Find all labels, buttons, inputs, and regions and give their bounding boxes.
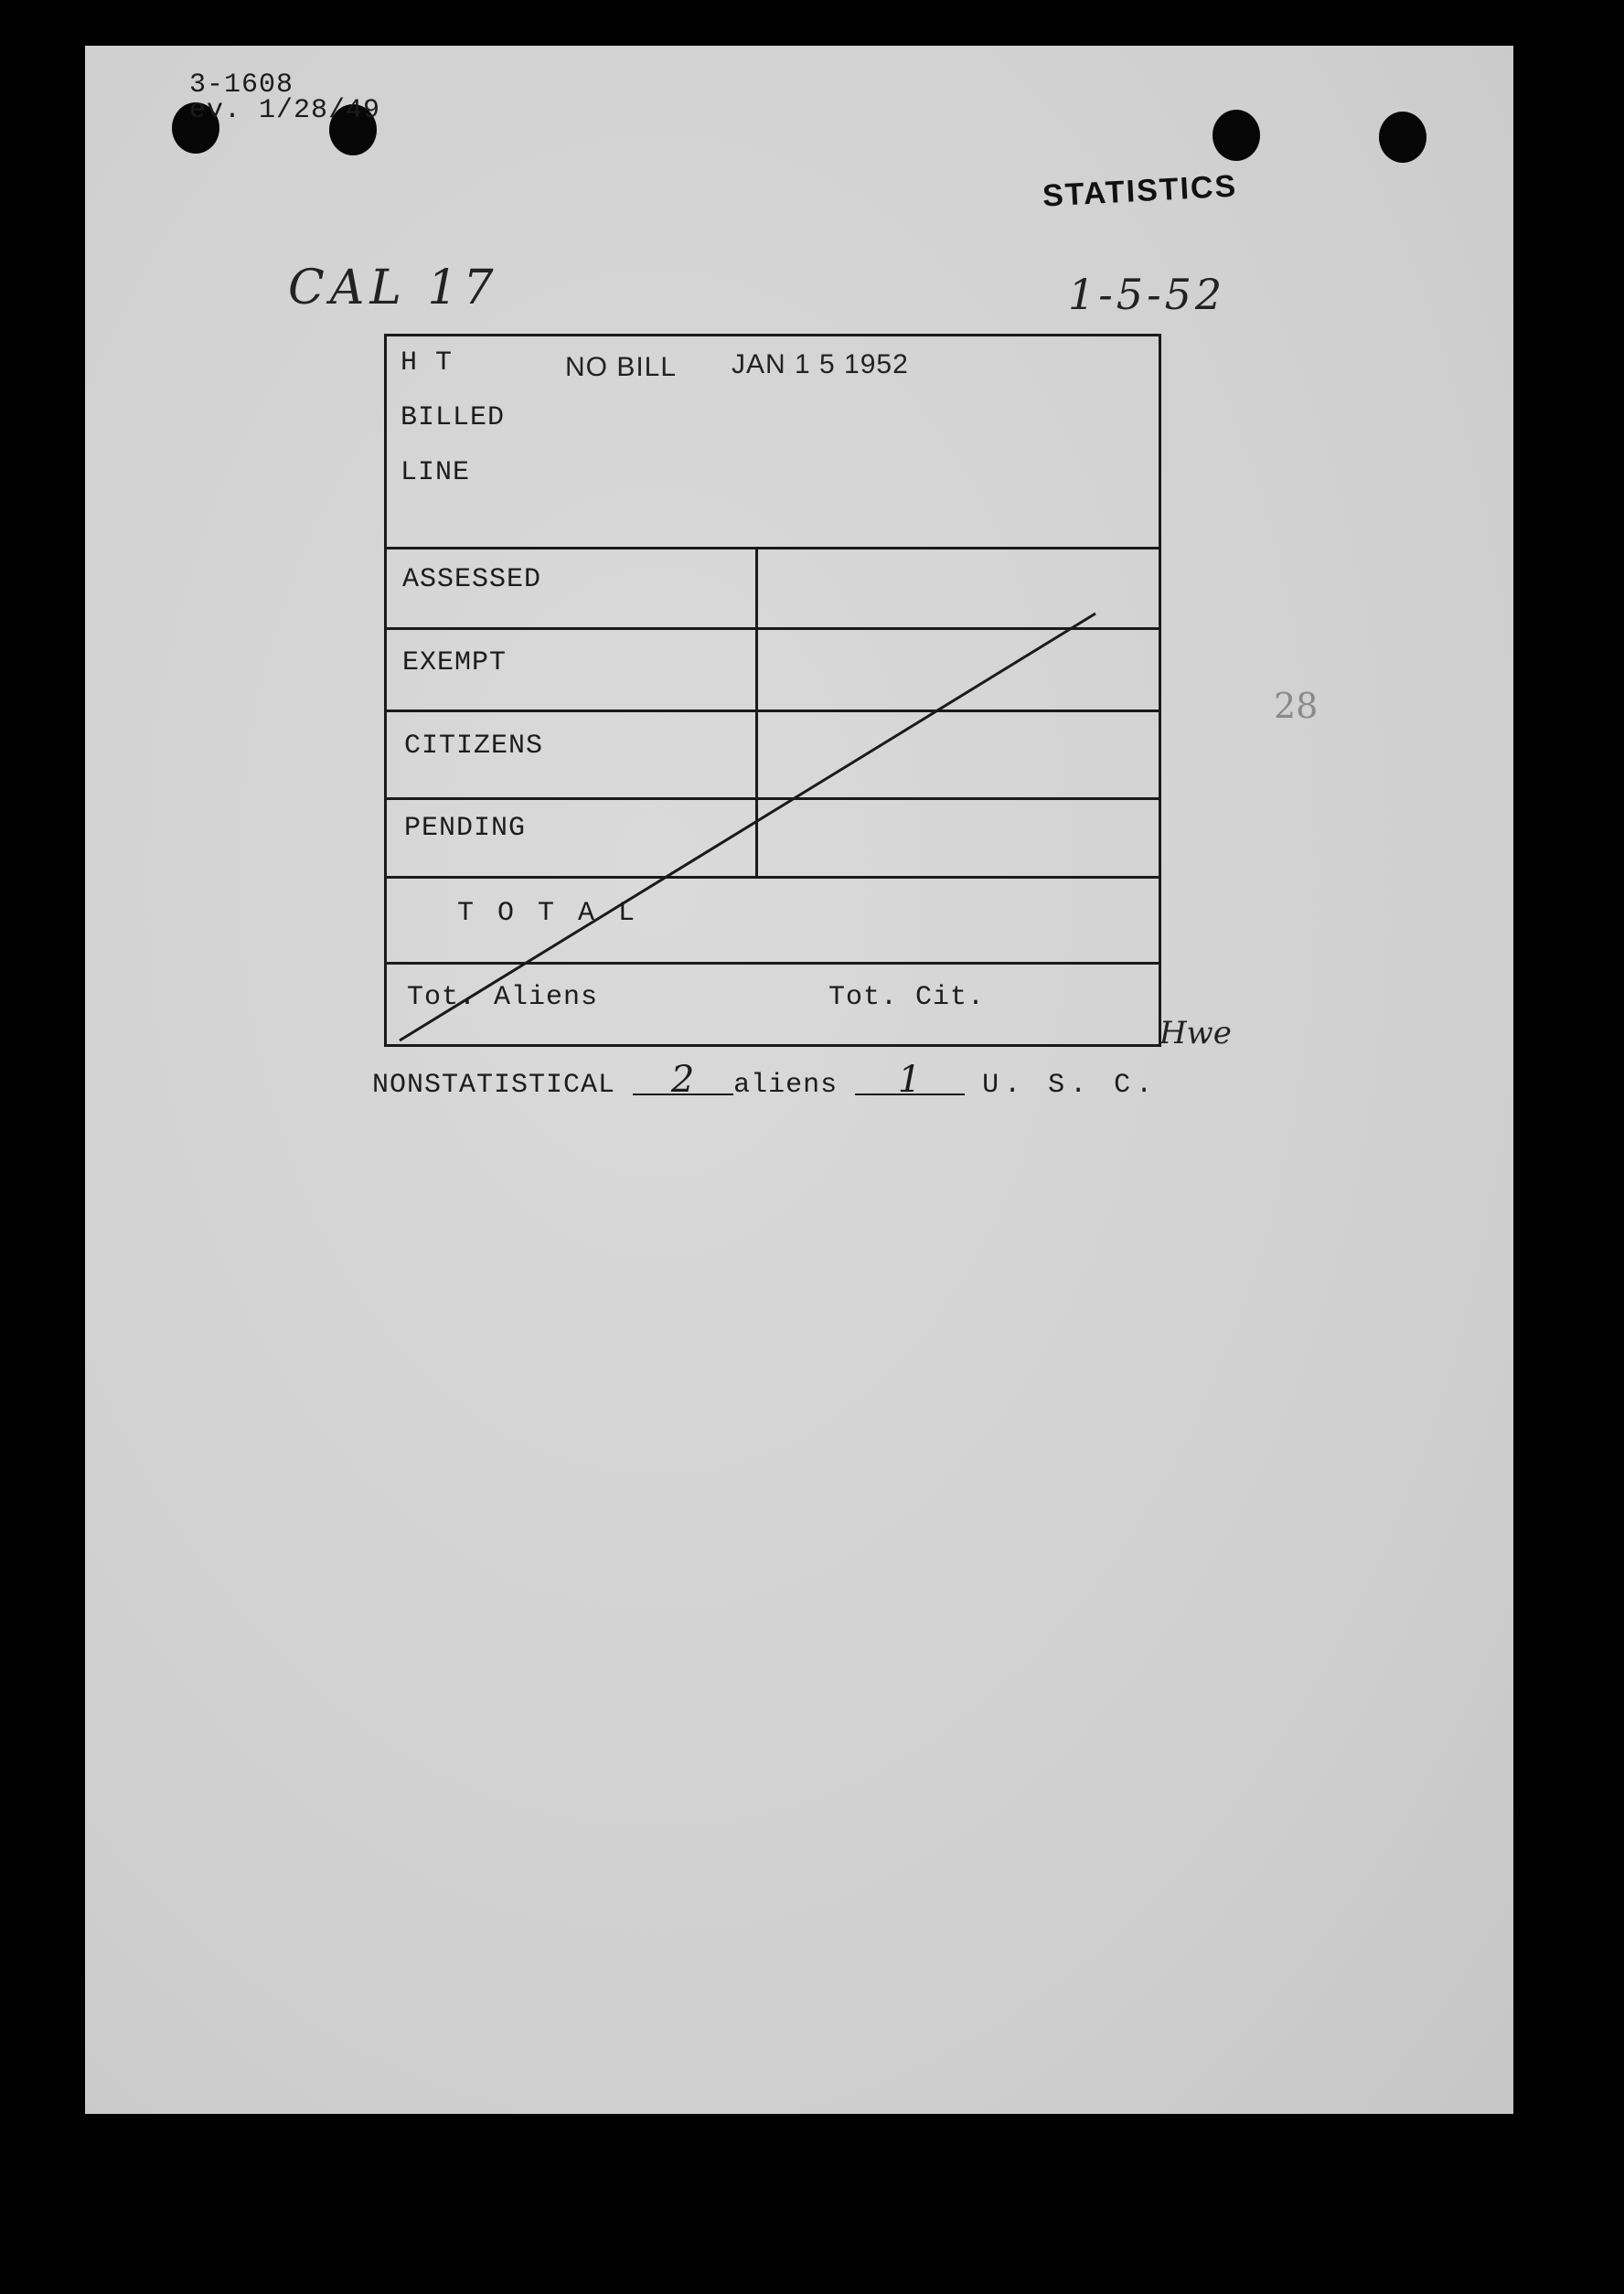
aliens-count-value: 2 bbox=[670, 1059, 696, 1101]
no-bill-stamp: NO BILL bbox=[565, 352, 678, 382]
row-label-exempt: EXEMPT bbox=[402, 647, 508, 678]
aliens-count-field bbox=[633, 1059, 733, 1101]
aliens-label: aliens bbox=[733, 1070, 839, 1101]
header-line-billed: BILLED bbox=[401, 402, 506, 433]
header-line-line: LINE bbox=[401, 457, 471, 488]
nonstatistical-prefix: NONSTATISTICAL bbox=[372, 1070, 616, 1101]
tot-cit-label: Tot. Cit. bbox=[828, 982, 986, 1013]
nonstatistical-line bbox=[372, 1059, 1159, 1101]
row-label-pending: PENDING bbox=[404, 813, 527, 844]
total-label: T O T A L bbox=[457, 898, 639, 929]
handwritten-date: 1-5-52 bbox=[1068, 270, 1226, 319]
row-label-citizens: CITIZENS bbox=[404, 731, 544, 762]
tot-aliens-label: Tot. Aliens bbox=[407, 982, 599, 1013]
header-line-ht: H T bbox=[401, 347, 454, 379]
form-number: 3-1608 bbox=[189, 69, 294, 101]
statistics-stamp: STATISTICS bbox=[1042, 168, 1239, 214]
handwritten-code: CAL 17 bbox=[288, 261, 499, 315]
usc-count-value: 1 bbox=[897, 1059, 923, 1101]
row-label-assessed: ASSESSED bbox=[402, 564, 542, 595]
margin-page-number: 28 bbox=[1274, 686, 1319, 726]
handwritten-initials: Hwe bbox=[1159, 1015, 1232, 1051]
date-stamp: JAN 1 5 1952 bbox=[732, 349, 909, 379]
usc-count-field bbox=[855, 1059, 965, 1101]
usc-label: U. S. C. bbox=[982, 1070, 1159, 1101]
revision-date: ev. 1/28/49 bbox=[189, 95, 381, 126]
